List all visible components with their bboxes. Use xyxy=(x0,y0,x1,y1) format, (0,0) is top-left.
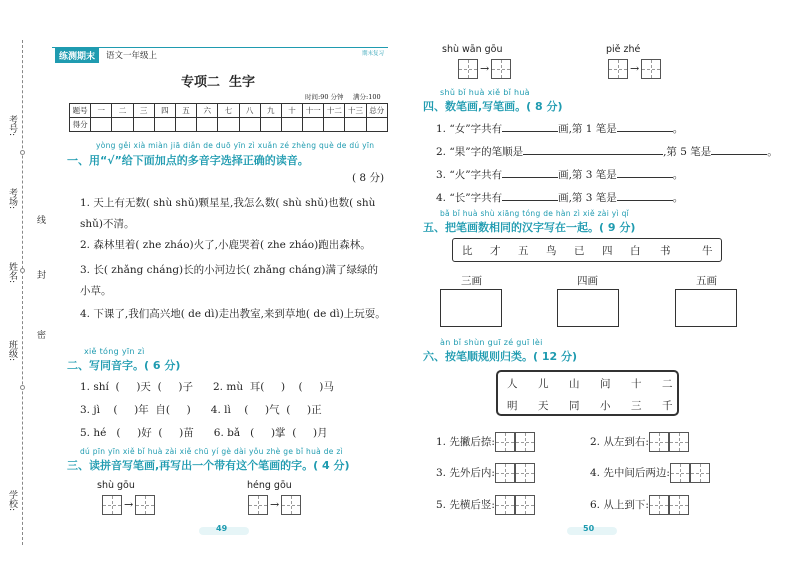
page-title: 专项二 生字 xyxy=(181,75,256,90)
q4-item-4-text: 4. “长”字共有 xyxy=(436,192,503,204)
table-cell: 六 xyxy=(197,104,218,118)
q4-item-2-text: 。 xyxy=(767,146,778,158)
score-cell[interactable] xyxy=(91,118,112,132)
score-cell[interactable] xyxy=(218,118,239,132)
q1-item-4: 4. 下课了,我们高兴地( de dì)走出教室,来到草地( de dì)上玩耍。 xyxy=(80,308,386,320)
score-cell[interactable] xyxy=(281,118,302,132)
side-label-exam-number: 考号: xyxy=(7,115,17,137)
side-label-class: 班级: xyxy=(7,340,17,362)
score-cell[interactable] xyxy=(366,118,387,132)
arrow-icon: → xyxy=(124,498,134,511)
q3-item-3-pinyin: shù wān gōu xyxy=(442,44,503,55)
score-cell[interactable] xyxy=(112,118,133,132)
q6-rule-3 xyxy=(436,463,535,483)
score-table-header-row xyxy=(70,104,388,118)
arrow-icon: → xyxy=(630,62,640,75)
q6-char: 小 xyxy=(600,400,611,412)
q5-answer-box[interactable] xyxy=(675,289,737,327)
writing-box[interactable] xyxy=(670,463,690,483)
q6-rule-label: 2. 从左到右: xyxy=(590,436,649,448)
q4-item-1-text: 1. “女”字共有 xyxy=(436,123,503,135)
q5-char: 牛 xyxy=(702,245,713,257)
table-cell: 十二 xyxy=(324,104,345,118)
binding-hole xyxy=(20,150,25,155)
table-cell: 一 xyxy=(91,104,112,118)
q4-heading: 四、数笔画,写笔画。( 8 分) xyxy=(423,100,563,113)
answer-blank[interactable] xyxy=(617,122,673,132)
q6-char: 山 xyxy=(569,378,580,390)
side-label-exam-room: 考场: xyxy=(7,188,17,210)
score-table xyxy=(69,103,388,132)
score-cell[interactable] xyxy=(345,118,366,132)
q4-pinyin: shǔ bǐ huà xiě bǐ huà xyxy=(440,88,530,97)
q2-heading: 二、写同音字。( 6 分) xyxy=(67,359,181,372)
writing-box[interactable] xyxy=(281,495,301,515)
table-cell: 九 xyxy=(260,104,281,118)
q3-pinyin: dú pīn yīn xiě bǐ huà zài xiě chū yí gè dài yǒu zhè ge bǐ huà de zì xyxy=(80,447,344,456)
table-cell: 十三 xyxy=(345,104,366,118)
writing-box[interactable] xyxy=(135,495,155,515)
q3-item-1-answer xyxy=(102,494,155,515)
score-cell[interactable] xyxy=(133,118,154,132)
q3-item-3-answer xyxy=(458,58,511,79)
q1-item-1: 1. 天上有无数( shù shǔ)颗星星,我怎么数( shù shǔ)也数( shù shǔ)不清。 xyxy=(80,197,376,230)
q2-row-2: 3. jì ( )年 自( ) 4. lì ( )气 ( )正 xyxy=(80,404,322,416)
score-cell[interactable] xyxy=(324,118,345,132)
score-cell[interactable] xyxy=(239,118,260,132)
q6-rule-label: 3. 先外后内: xyxy=(436,467,495,479)
q6-rule-label: 1. 先撇后捺: xyxy=(436,436,495,448)
answer-blank[interactable] xyxy=(617,168,673,178)
answer-blank[interactable] xyxy=(502,191,558,201)
table-cell: 七 xyxy=(218,104,239,118)
brand-logo: 练测期末 xyxy=(55,48,99,63)
writing-box[interactable] xyxy=(495,495,515,515)
table-cell: 八 xyxy=(239,104,260,118)
writing-box[interactable] xyxy=(491,59,511,79)
q4-item-2-text: ,第 5 笔是 xyxy=(663,146,712,158)
writing-box[interactable] xyxy=(649,432,669,452)
q6-char: 同 xyxy=(569,400,580,412)
side-label-name: 姓名: xyxy=(7,262,17,284)
score-cell[interactable] xyxy=(303,118,324,132)
q4-item-2 xyxy=(436,144,778,159)
q5-char: 比 xyxy=(462,245,473,257)
q6-char: 问 xyxy=(600,378,611,390)
page-number-right: 50 xyxy=(583,524,595,533)
q4-item-2-text: 2. “果”字的笔顺是 xyxy=(436,146,524,158)
q2-row-3: 5. hé ( )好 ( )苗 6. bǎ ( )掌 ( )月 xyxy=(80,427,328,439)
q4-item-1-text: 画,第 1 笔是 xyxy=(558,123,617,135)
writing-box[interactable] xyxy=(669,432,689,452)
answer-blank[interactable] xyxy=(502,168,558,178)
q4-item-4-text: 。 xyxy=(672,192,684,204)
q6-rule-label: 5. 先横后竖: xyxy=(436,499,495,511)
time-limit: 时间:90 分钟 xyxy=(305,93,344,101)
header-rule xyxy=(52,47,388,48)
writing-box[interactable] xyxy=(515,432,535,452)
side-label-secret: 密 xyxy=(35,330,45,339)
writing-box[interactable] xyxy=(515,463,535,483)
arrow-icon: → xyxy=(480,62,490,75)
subject-label: 语文一年级上 xyxy=(106,51,158,61)
q6-char: 天 xyxy=(538,400,549,412)
binding-hole xyxy=(20,385,25,390)
table-cell: 总分 xyxy=(366,104,387,118)
q5-char: 书 xyxy=(660,245,671,257)
q5-char: 才 xyxy=(490,245,501,257)
writing-box[interactable] xyxy=(495,432,515,452)
q1-pinyin: yòng gěi xià miàn jiā diǎn de duō yīn zì xuǎn zé zhèng què de dú yīn xyxy=(96,141,375,150)
q4-item-3-text: 。 xyxy=(672,169,684,181)
q6-rule-4 xyxy=(590,463,710,483)
q3-item-2-answer xyxy=(248,494,301,515)
q6-char: 十 xyxy=(631,378,642,390)
q4-item-3 xyxy=(436,167,683,182)
q6-char: 明 xyxy=(507,400,518,412)
q5-pinyin: bǎ bǐ huà shù xiāng tóng de hàn zì xiě zài yì qǐ xyxy=(440,209,630,218)
writing-box[interactable] xyxy=(641,59,661,79)
q3-heading: 三、读拼音写笔画,再写出一个带有这个笔画的字。( 4 分) xyxy=(67,459,350,472)
writing-box[interactable] xyxy=(669,495,689,515)
q5-char: 五 xyxy=(518,245,529,257)
arrow-icon: → xyxy=(270,498,280,511)
q5-group-label: 三画 xyxy=(461,275,482,287)
side-label-seal: 封 xyxy=(35,270,45,279)
q1-item-3: 3. 长( zhǎng cháng)长的小河边长( zhǎng cháng)满了绿绿的小草。 xyxy=(80,264,378,297)
writing-box[interactable] xyxy=(515,495,535,515)
side-label-line: 线 xyxy=(35,215,45,224)
writing-box[interactable] xyxy=(649,495,669,515)
writing-box[interactable] xyxy=(495,463,515,483)
writing-box[interactable] xyxy=(102,495,122,515)
answer-blank[interactable] xyxy=(523,145,663,155)
answer-blank[interactable] xyxy=(711,145,767,155)
q5-char: 四 xyxy=(602,245,613,257)
q5-group-label: 四画 xyxy=(577,275,598,287)
q4-item-3-text: 画,第 3 笔是 xyxy=(558,169,617,181)
q6-rule-label: 6. 从上到下: xyxy=(590,499,649,511)
q6-rule-label: 4. 先中间后两边: xyxy=(590,467,670,479)
corner-tag: 期末复习 xyxy=(362,51,385,57)
q3-item-2-pinyin: héng gōu xyxy=(247,480,292,491)
table-cell: 十一 xyxy=(303,104,324,118)
q6-rule-1 xyxy=(436,432,535,452)
q6-char: 二 xyxy=(662,378,673,390)
binding-line xyxy=(22,40,23,545)
q5-answer-box[interactable] xyxy=(440,289,502,327)
q4-item-1-text: 。 xyxy=(672,123,684,135)
table-cell: 题号 xyxy=(70,104,91,118)
side-label-school: 学校: xyxy=(7,490,17,512)
writing-box[interactable] xyxy=(690,463,710,483)
q4-item-3-text: 3. “火”字共有 xyxy=(436,169,503,181)
full-score: 满分:100 xyxy=(353,93,381,101)
answer-blank[interactable] xyxy=(502,122,558,132)
q3-item-1-pinyin: shù gōu xyxy=(97,480,135,491)
q5-char: 鸟 xyxy=(546,245,557,257)
q3-item-4-pinyin: piě zhé xyxy=(606,44,641,55)
writing-box[interactable] xyxy=(608,59,628,79)
page-number-left: 49 xyxy=(216,524,228,533)
score-cell[interactable] xyxy=(175,118,196,132)
q5-group-label: 五画 xyxy=(696,275,717,287)
q4-item-1 xyxy=(436,121,683,136)
q1-heading: 一、用“√”给下面加点的多音字选择正确的读音。 xyxy=(67,154,309,167)
binding-hole xyxy=(20,268,25,273)
q4-item-4 xyxy=(436,190,683,205)
score-cell[interactable] xyxy=(154,118,175,132)
answer-blank[interactable] xyxy=(617,191,673,201)
table-cell: 得分 xyxy=(70,118,91,132)
q6-pinyin: àn bǐ shùn guī zé guī lèi xyxy=(440,338,543,347)
table-cell: 十 xyxy=(281,104,302,118)
q6-char-bank xyxy=(496,370,679,416)
table-cell: 二 xyxy=(112,104,133,118)
q3-item-4-answer xyxy=(608,58,661,79)
score-table-score-row xyxy=(70,118,388,132)
q6-rule-5 xyxy=(436,495,535,515)
q6-rule-2 xyxy=(590,432,689,452)
q5-char: 白 xyxy=(630,245,641,257)
q6-rule-6 xyxy=(590,495,689,515)
table-cell: 四 xyxy=(154,104,175,118)
q6-char: 儿 xyxy=(538,378,549,390)
q6-heading: 六、按笔顺规则归类。( 12 分) xyxy=(423,350,578,363)
score-cell[interactable] xyxy=(260,118,281,132)
q6-char: 三 xyxy=(631,400,642,412)
table-cell: 三 xyxy=(133,104,154,118)
q2-pinyin: xiě tóng yīn zì xyxy=(84,347,145,356)
q5-char: 已 xyxy=(574,245,585,257)
q2-row-1: 1. shí ( )天 ( )子 2. mù 耳( ) ( )马 xyxy=(80,381,334,393)
q6-char: 人 xyxy=(507,378,518,390)
q1-item-2: 2. 森林里着( zhe zháo)火了,小鹿哭着( zhe zháo)跑出森林。 xyxy=(80,239,371,251)
writing-box[interactable] xyxy=(248,495,268,515)
score-cell[interactable] xyxy=(197,118,218,132)
q5-answer-box[interactable] xyxy=(557,289,619,327)
q5-heading: 五、把笔画数相同的汉字写在一起。( 9 分) xyxy=(423,221,636,234)
q4-item-4-text: 画,第 3 笔是 xyxy=(558,192,617,204)
writing-box[interactable] xyxy=(458,59,478,79)
q6-char: 千 xyxy=(662,400,673,412)
table-cell: 五 xyxy=(175,104,196,118)
q1-points: ( 8 分) xyxy=(352,172,385,184)
